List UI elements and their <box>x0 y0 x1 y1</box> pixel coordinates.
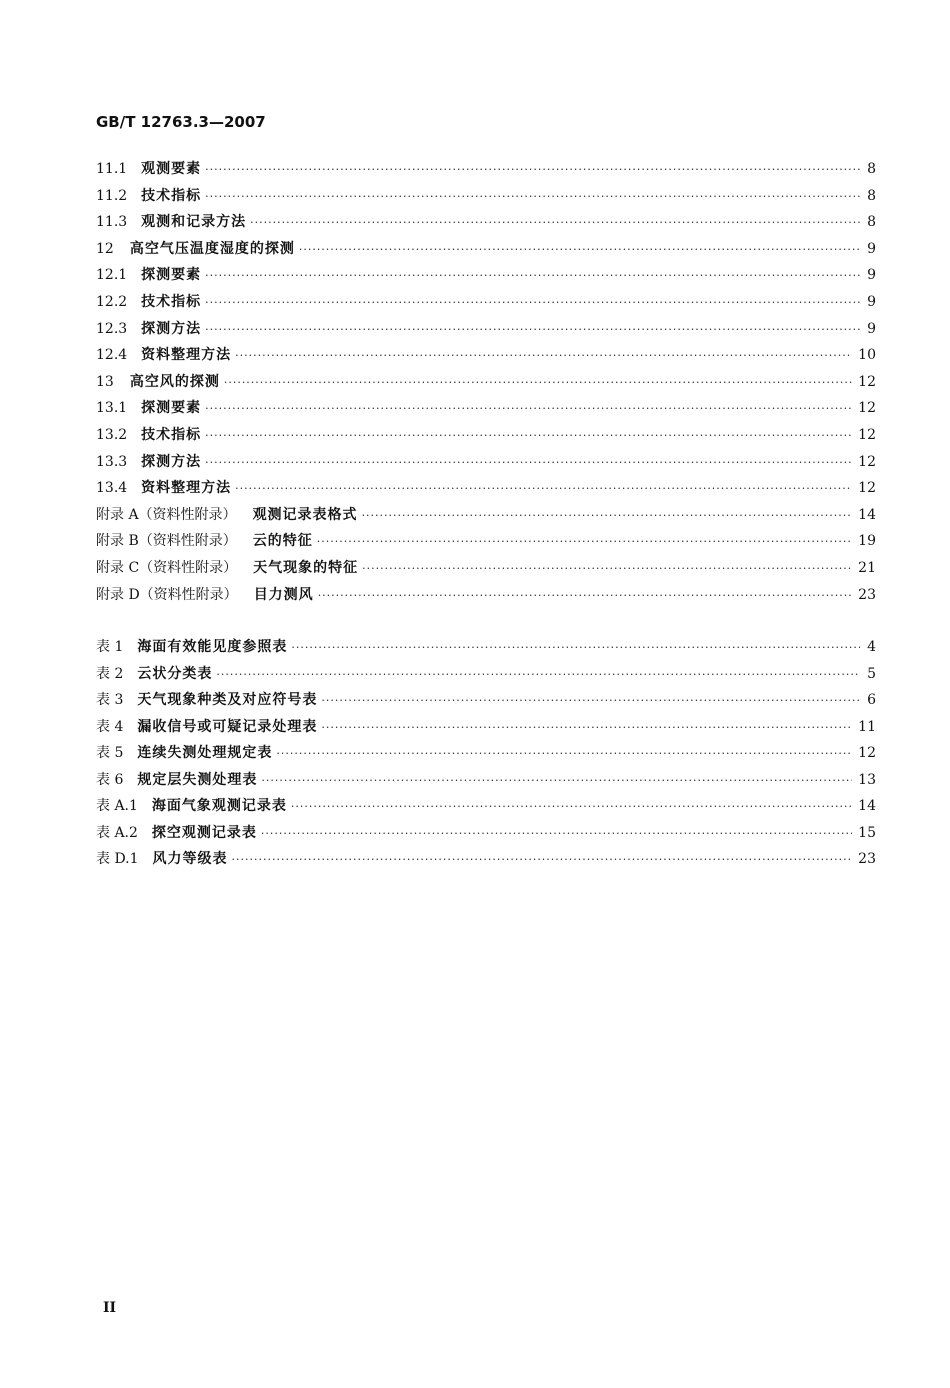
toc-table-entry[interactable] <box>96 661 876 688</box>
toc-entry-title: 探测方法 <box>141 453 202 470</box>
toc-dot-leader <box>317 529 852 556</box>
toc-entry-page: 12 <box>858 480 876 497</box>
toc-entry-title: 技术指标 <box>141 187 202 204</box>
toc-entry-title: 探空观测记录表 <box>151 824 257 841</box>
page-number-footer: II <box>103 1300 117 1316</box>
toc-entry-page: 12 <box>858 745 876 761</box>
table-of-contents-tables <box>96 634 876 873</box>
toc-dot-leader <box>261 768 852 795</box>
toc-dot-leader <box>261 821 852 848</box>
toc-entry-title: 资料整理方法 <box>141 480 232 497</box>
toc-entry-page: 13 <box>858 771 876 788</box>
toc-entry-page: 6 <box>867 692 876 708</box>
toc-table-entry[interactable] <box>96 820 876 847</box>
toc-entry-number: 11.1 <box>96 161 128 177</box>
toc-entry-page: 21 <box>858 559 876 576</box>
toc-entry-number: 12 <box>96 240 114 257</box>
toc-dot-leader <box>318 583 852 610</box>
toc-entry[interactable] <box>96 395 876 422</box>
toc-entry[interactable] <box>96 475 876 502</box>
toc-appendix-entry[interactable] <box>96 582 876 609</box>
toc-entry-title: 海面气象观测记录表 <box>151 798 287 814</box>
toc-table-entry[interactable] <box>96 846 876 873</box>
toc-entry-title: 技术指标 <box>141 293 202 310</box>
toc-entry-number: 13 <box>96 373 114 390</box>
toc-dot-leader <box>362 503 853 530</box>
toc-entry-page: 5 <box>867 665 876 682</box>
toc-table-entry[interactable] <box>96 740 876 767</box>
toc-entry-title: 高空风的探测 <box>129 373 220 390</box>
toc-dot-leader <box>224 370 852 397</box>
toc-entry-page: 19 <box>858 533 876 550</box>
toc-entry-number: 附录 D（资料性附录） <box>96 586 238 603</box>
toc-dot-leader <box>250 210 860 237</box>
toc-entry-number: 表 6 <box>96 771 124 788</box>
toc-entry-number: 11.3 <box>96 214 128 231</box>
toc-entry-title: 漏收信号或可疑记录处理表 <box>137 718 318 735</box>
toc-entry[interactable] <box>96 236 876 263</box>
toc-dot-leader <box>205 317 860 344</box>
toc-dot-leader <box>205 290 860 317</box>
toc-dot-leader <box>299 237 860 264</box>
toc-entry-page: 8 <box>867 187 876 204</box>
toc-entry[interactable] <box>96 156 876 183</box>
toc-dot-leader <box>216 662 860 689</box>
toc-entry-title: 目力测风 <box>253 586 314 603</box>
toc-table-entry[interactable] <box>96 687 876 714</box>
toc-dot-leader <box>291 635 860 662</box>
toc-entry-title: 探测要素 <box>141 267 202 284</box>
toc-entry-page: 9 <box>867 320 876 337</box>
toc-dot-leader <box>205 423 852 450</box>
toc-entry-page: 4 <box>867 639 876 655</box>
toc-table-entry[interactable] <box>96 793 876 820</box>
toc-dot-leader <box>235 343 852 370</box>
toc-dot-leader <box>205 184 860 211</box>
toc-entry-title: 观测记录表格式 <box>252 506 358 523</box>
table-of-contents-sections <box>96 156 876 608</box>
toc-appendix-entry[interactable] <box>96 528 876 555</box>
toc-entry-page: 15 <box>858 824 876 841</box>
toc-dot-leader <box>232 847 853 874</box>
toc-entry-title: 连续失测处理规定表 <box>137 745 273 761</box>
toc-entry-title: 资料整理方法 <box>141 347 232 364</box>
toc-entry-number: 12.2 <box>96 293 128 310</box>
toc-entry-number: 表 D.1 <box>96 851 139 867</box>
toc-entry-page: 8 <box>867 214 876 231</box>
toc-entry[interactable] <box>96 422 876 449</box>
toc-entry-number: 13.4 <box>96 480 128 497</box>
toc-entry-page: 12 <box>858 426 876 443</box>
toc-entry-number: 表 3 <box>96 692 124 708</box>
toc-dot-leader <box>205 450 852 477</box>
toc-entry-number: 13.3 <box>96 453 128 470</box>
toc-entry-title: 风力等级表 <box>152 851 228 867</box>
toc-entry-number: 11.2 <box>96 187 128 204</box>
toc-entry-number: 表 5 <box>96 745 124 761</box>
toc-entry-page: 9 <box>867 240 876 257</box>
toc-dot-leader <box>276 741 852 768</box>
toc-entry-title: 观测和记录方法 <box>141 214 247 231</box>
toc-entry-title: 探测方法 <box>141 320 202 337</box>
toc-dot-leader <box>291 794 852 821</box>
toc-entry-page: 12 <box>858 453 876 470</box>
toc-entry-page: 14 <box>858 506 876 523</box>
toc-entry-number: 附录 C（资料性附录） <box>96 559 238 576</box>
toc-entry-title: 探测要素 <box>141 400 202 417</box>
toc-table-entry[interactable] <box>96 714 876 741</box>
toc-entry[interactable] <box>96 449 876 476</box>
toc-entry[interactable] <box>96 342 876 369</box>
toc-entry-title: 海面有效能见度参照表 <box>137 639 288 655</box>
toc-entry-title: 规定层失测处理表 <box>137 771 258 788</box>
toc-entry-number: 表 A.1 <box>96 798 138 814</box>
toc-entry-title: 高空气压温度湿度的探测 <box>129 240 295 257</box>
toc-dot-leader <box>205 157 860 184</box>
toc-entry-page: 10 <box>858 347 876 364</box>
toc-entry-page: 23 <box>858 851 876 867</box>
toc-dot-leader <box>235 476 852 503</box>
toc-dot-leader <box>362 556 852 583</box>
toc-entry-page: 9 <box>867 293 876 310</box>
toc-table-entry[interactable] <box>96 767 876 794</box>
toc-entry-number: 表 A.2 <box>96 824 138 841</box>
toc-appendix-entry[interactable] <box>96 555 876 582</box>
toc-entry-number: 附录 A（资料性附录） <box>96 506 237 523</box>
toc-entry-number: 表 1 <box>96 639 124 655</box>
toc-entry-title: 天气现象的特征 <box>253 559 359 576</box>
toc-entry-title: 天气现象种类及对应符号表 <box>137 692 318 708</box>
toc-entry[interactable] <box>96 289 876 316</box>
standard-number-header: GB/T 12763.3—2007 <box>96 113 266 131</box>
toc-entry[interactable] <box>96 209 876 236</box>
toc-entry-number: 12.3 <box>96 320 128 337</box>
toc-appendix-entry[interactable] <box>96 502 876 529</box>
toc-entry-page: 23 <box>858 586 876 603</box>
toc-entry-number: 13.1 <box>96 400 128 417</box>
toc-entry-page: 14 <box>858 798 876 814</box>
toc-entry-page: 8 <box>867 161 876 177</box>
toc-entry-page: 12 <box>858 400 876 417</box>
toc-entry-page: 9 <box>867 267 876 284</box>
toc-dot-leader <box>321 688 860 715</box>
toc-entry-title: 云的特征 <box>252 533 313 550</box>
toc-entry[interactable] <box>96 369 876 396</box>
toc-entry-number: 12.1 <box>96 267 128 284</box>
toc-entry-page: 11 <box>858 718 876 735</box>
toc-entry-number: 12.4 <box>96 347 128 364</box>
toc-entry-number: 表 2 <box>96 665 124 682</box>
toc-entry-number: 表 4 <box>96 718 124 735</box>
toc-dot-leader <box>205 396 852 423</box>
toc-dot-leader <box>321 715 852 742</box>
toc-entry[interactable] <box>96 262 876 289</box>
toc-entry-title: 云状分类表 <box>137 665 213 682</box>
toc-entry-number: 附录 B（资料性附录） <box>96 533 237 550</box>
toc-entry-page: 12 <box>858 373 876 390</box>
toc-dot-leader <box>205 263 860 290</box>
toc-table-entry[interactable] <box>96 634 876 661</box>
toc-entry-number: 13.2 <box>96 426 128 443</box>
toc-entry[interactable] <box>96 316 876 343</box>
toc-entry-title: 技术指标 <box>141 426 202 443</box>
toc-entry[interactable] <box>96 183 876 210</box>
toc-entry-title: 观测要素 <box>141 161 202 177</box>
